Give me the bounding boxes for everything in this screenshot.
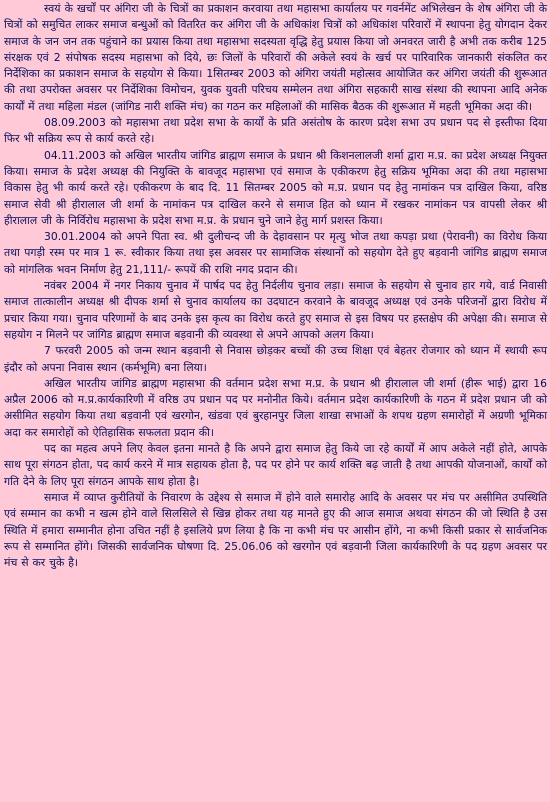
paragraph-7: अखिल भारतीय जांगिड ब्राह्मण महासभा की वर्तमान प्रदेश सभा म.प्र. के प्रधान श्री हीरालाल जी शर्मा (हीरू भाई) द्वारा 16 अप्रैल 2006 को म.प्र.कार्यकारिणी में वरिष्ठ उप प्रधान पद पर मनोनीत किये। वर्तमान प्रदेश कार्यकारिणी के गठन में प्रदेश प्रधान जी को असीमित सहयोग किया तथा बड़वानी एवं खरगोन, खंडवा एवं बुरहानपुर जिला शाखा सभाओं के शपथ ग्रहण समारोहों में अग्रणी भूमिका अदा कर समारोहों को ऐतिहासिक सफलता प्रदान की। [4,376,547,439]
paragraph-9: समाज में व्याप्त कुरीतियों के निवारण के उद्देश्य से समाज में होने वाले समारोह आदि के अवसर पर मंच पर असीमित उपस्थिति एवं सम्मान का कभी न खत्म होने वाले सिलसिले से खिन्न होकर तथा यह मानते हुए की आज समाज अथवा संगठन की जो स्थिति है उस स्थिति में हमारा सम्मानीत होना उचित नहीं है इसलिये प्रण लिया है कि ना कभी मंच पर आसीन होंगे, ना कभी किसी प्रकार से सार्वजनिक रूप से सम्मानित होंगे। जिसकी सार्वजनिक घोषणा दि. 25.06.06 को खरगोन एवं बड़वानी जिला कार्यकारिणी के पद ग्रहण अवसर पर मंच से कर चुके है। [4,490,547,570]
paragraph-1: स्वयं के खर्चों पर अंगिरा जी के चित्रों का प्रकाशन करवाया तथा महासभा कार्यालय पर गवर्नमेंट अभिलेखन के शेष अंगिरा जी के चित्रों को समुचित लाकर समाज बन्धुओं को वितरित कर अंगिरा जी के अधिकांश चित्रों को अधिकांश परिवारों में स्थापना हेतु योगदान देकर समाज के जन जन तक पहुंचाने का प्रयास किया तथा महासभा सदस्यता वृद्धि हेतु प्रयास किया जो अनवरत जारी है अभी तक करीब 125 संरक्षक एवं 2 संपोषक सदस्य महासभा को दिये, छः जिलों के परिवारों की अकेले स्वयं के खर्च पर पारिवारिक जानकारी संकलित कर निर्देशिका का प्रकाशन समाज के सहयोग से किया। 1सितम्बर 2003 को अंगिरा जयंती महोत्सव आयोजित कर अंगिरा जयंती की शुरूआत की तथा उपरोक्त अवसर पर निर्देशिका विमोचन, युवक युवती परिचय सम्मेलन तथा अंगिरा सहकारी साख संस्था की स्थापना आदि अनेक कार्यों में तथा महिला मंडल (जांगिड नारी शक्ति मंच) का गठन कर महिलाओं की मासिक बैठक की शुरूआत में महती भूमिका अदा की। [4,2,547,113]
paragraph-3: 04.11.2003 को अखिल भारतीय जांगिड ब्राह्मण समाज के प्रधान श्री किशनलालजी शर्मा द्वारा म.प्र. का प्रदेश अध्यक्ष नियुक्त किया। समाज के प्रदेश अध्यक्ष की नियुक्ति के बावजूद महासभा एवं समाज के एकीकरण हेतु सक्रिय भूमिका अदा की तथा महासभा विकास हेतु भी कार्य करते रहे। एकीकरण के बाद दि. 11 सितम्बर 2005 को म.प्र. प्रधान पद हेतु नामांकन पत्र दाखिल किया, वरिष्ठ समाज सेवी श्री हीरालाल जी शर्मा के नामांकन पत्र दाखिल करने से समाज हित को ध्यान में रखकर नामांकन पत्र वापसी लेकर श्री हीरालाल जी के निर्विरोध महासभा के प्रदेश सभा म.प्र. के प्रधान चुने जाने हेतु मार्ग प्रशस्त किया। [4,148,547,227]
paragraph-5: नवंबर 2004 में नगर निकाय चुनाव में पार्षद पद हेतु निर्दलीय चुनाव लड़ा। समाज के सहयोग से चुनाव हार गये, वार्ड निवासी समाज तात्कालीन अध्यक्ष श्री दीपक शर्मा से चुनाव कार्यालय का उदघाटन करवाने के बावजूद अध्यक्ष एवं उनके परिजनों द्वारा विरोध में प्रचार किया गया। चुनाव परिणामों के बाद उनके इस कृत्य का विरोध करते हुए समाज से इस विषय पर हस्तक्षेप की अपेक्षा की। समाज से सहयोग न मिलने पर जांगिड ब्राह्मण समाज बड़वानी की व्यवस्था से अपने आपको अलग किया। [4,279,547,341]
paragraph-4: 30.01.2004 को अपने पिता स्व. श्री दुलीचन्द जी के देहावसान पर मृत्यु भोज तथा कपड़ा प्रथा (पेरावनी) का विरोध किया तथा पगड़ी रस्म पर मात्र 1 रू. स्वीकार किया तथा इस अवसर पर सामाजिक संस्थानों को सहयोग देते हुए बड़वानी जांगिड ब्राह्मण समाज को मांगलिक भवन निर्माण हेतु 21,111/- रूपयें की राशि नगद प्रदान की। [4,230,547,276]
paragraph-2: 08.09.2003 को महासभा तथा प्रदेश सभा के कार्यों के प्रति असंतोष के कारण प्रदेश सभा उप प्रधान पद से इस्तीफा दिया फिर भी सक्रिय रूप से कार्य करते रहे। [4,116,547,146]
paragraph-6: 7 फरवरी 2005 को जन्म स्थान बड़वानी से निवास छोड़कर बच्चों की उच्च शिक्षा एवं बेहतर रोजगार को ध्यान में स्थायी रूप इंदौर को अपना निवास स्थान (कर्मभूमि) बना लिया। [4,344,547,374]
paragraph-8: पद का महत्व अपने लिए केवल इतना मानते है कि अपने द्वारा समाज हेतु किये जा रहे कार्यों में आप अकेले नहीं होते, आपके साथ पूरा संगठन होता, पद कार्य करने में मात्र सहायक होता है, पद पर होने पर कार्य शक्ति बढ़ जाती है तथा आपकी योजनाओं, कार्यों को गति देने के लिए पूरा संगठन आपके साथ होता है। [4,442,547,488]
